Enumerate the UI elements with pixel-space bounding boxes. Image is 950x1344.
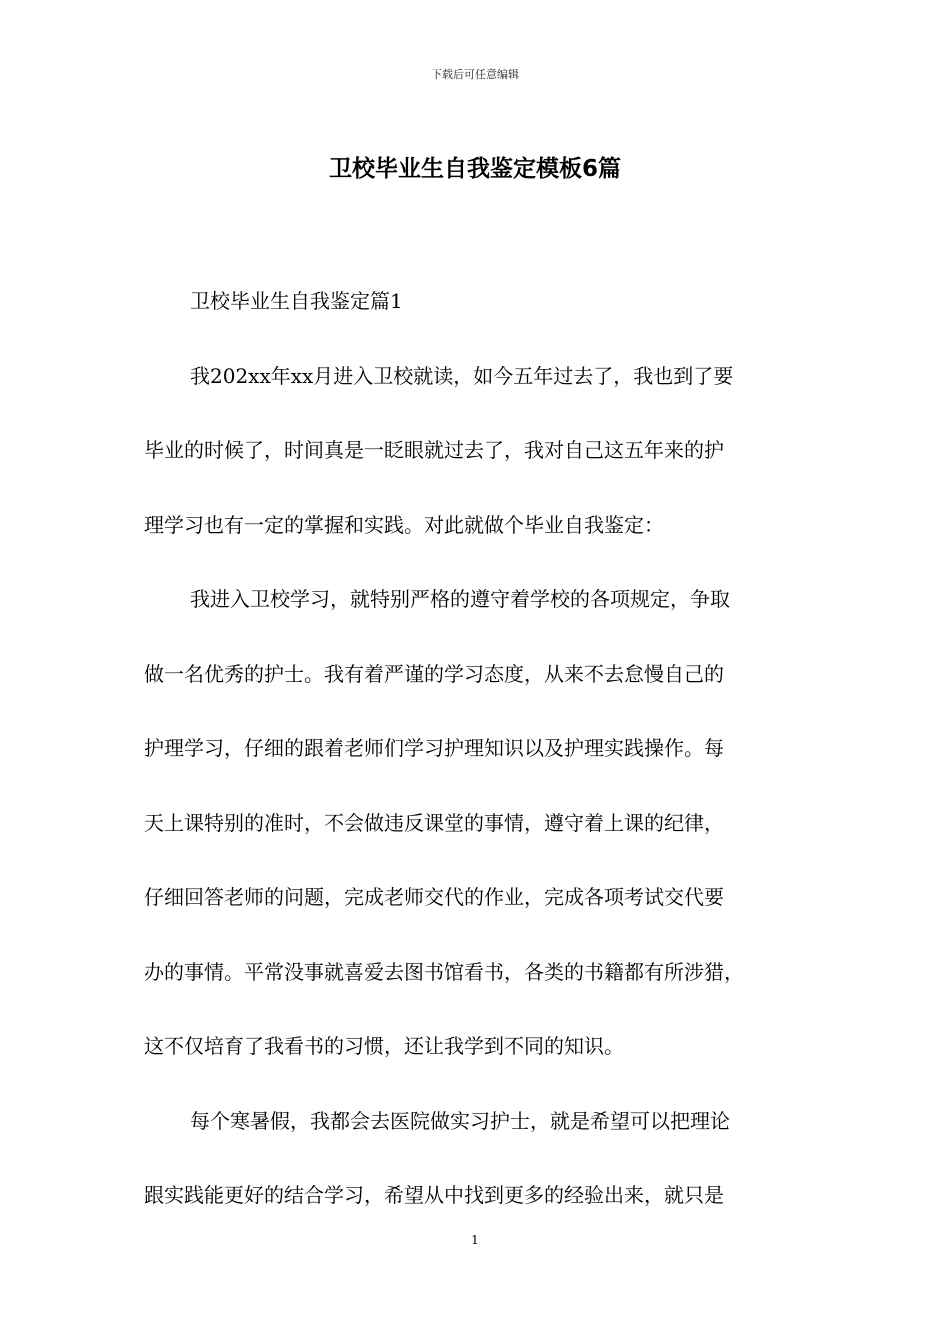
section-heading: 卫校毕业生自我鉴定篇1	[190, 289, 403, 313]
paragraph-line: 仔细回答老师的问题，完成老师交代的作业，完成各项考试交代要	[144, 885, 724, 909]
paragraph-line: 做一名优秀的护士。我有着严谨的学习态度，从来不去怠慢自己的	[144, 661, 724, 686]
paragraph-line: 我进入卫校学习，就特别严格的遵守着学校的各项规定，争取	[190, 587, 730, 611]
paragraph-line: 护理学习，仔细的跟着老师们学习护理知识以及护理实践操作。每	[144, 736, 724, 760]
paragraph-line: 办的事情。平常没事就喜爱去图书馆看书，各类的书籍都有所涉猎，	[144, 959, 744, 984]
paragraph-line: 毕业的时候了，时间真是一眨眼就过去了，我对自己这五年来的护	[144, 438, 724, 462]
paragraph-line: 我202xx年xx月进入卫校就读，如今五年过去了，我也到了要	[190, 363, 734, 388]
paragraph-line: 理学习也有一定的掌握和实践。对此就做个毕业自我鉴定：	[144, 512, 664, 537]
header-note: 下载后可任意编辑	[431, 68, 519, 81]
paragraph-line: 这不仅培育了我看书的习惯，还让我学到不同的知识。	[144, 1034, 624, 1058]
document-title: 卫校毕业生自我鉴定模板6篇	[328, 156, 621, 182]
paragraph-line: 天上课特别的准时，不会做违反课堂的事情，遵守着上课的纪律，	[144, 810, 724, 835]
paragraph-line: 跟实践能更好的结合学习，希望从中找到更多的经验出来，就只是	[144, 1183, 724, 1207]
page-number: 1	[471, 1233, 479, 1247]
paragraph-line: 每个寒暑假，我都会去医院做实习护士，就是希望可以把理论	[190, 1108, 730, 1133]
document-body	[144, 283, 816, 1252]
